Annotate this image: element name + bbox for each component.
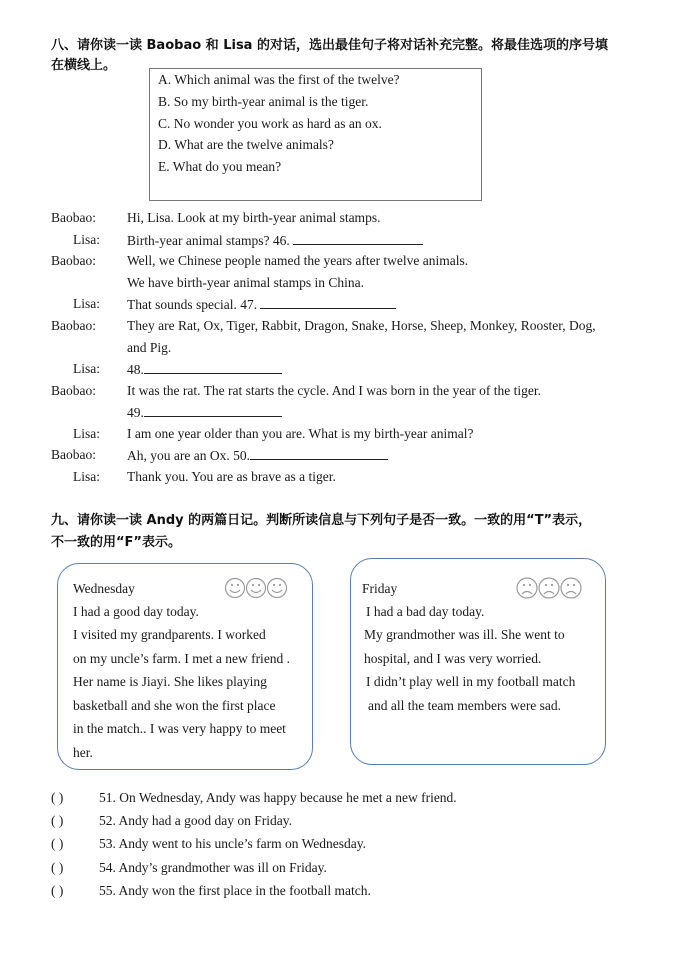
option-a: A. Which animal was the first of the twelve? bbox=[158, 72, 400, 87]
dialogue-line: Well, we Chinese people named the years after twelve animals. bbox=[127, 253, 469, 268]
dialogue-line: They are Rat, Ox, Tiger, Rabbit, Dragon, Snake, Horse, Sheep, Monkey, Rooster, Dog, bbox=[127, 318, 596, 333]
dialogue-line: 49. bbox=[127, 404, 282, 421]
question-text: 52. Andy had a good day on Friday. bbox=[99, 813, 292, 828]
diary-line: in the match.. I was very happy to meet bbox=[73, 721, 286, 736]
question-item bbox=[51, 836, 366, 852]
question-item bbox=[51, 790, 457, 806]
diary-line: I didn’t play well in my football match bbox=[366, 674, 576, 689]
speaker-label: Baobao: bbox=[51, 253, 96, 268]
diary-line: I had a bad day today. bbox=[366, 604, 485, 619]
speaker-label: Lisa: bbox=[73, 296, 100, 311]
answer-blank-50[interactable] bbox=[250, 447, 388, 460]
diary-line: and all the team members were sad. bbox=[368, 698, 562, 713]
speaker-label: Lisa: bbox=[73, 426, 100, 441]
speaker-label: Lisa: bbox=[73, 361, 100, 376]
speaker-label: Baobao: bbox=[51, 383, 96, 398]
section9-heading-line2: 不一致的用“F”表示。 bbox=[51, 535, 181, 550]
diary-line: My grandmother was ill. She went to bbox=[364, 627, 565, 642]
question-item bbox=[51, 813, 292, 829]
answer-blank-49[interactable] bbox=[144, 404, 282, 417]
speaker-label: Baobao: bbox=[51, 447, 96, 462]
dialogue-line: That sounds special. 47. bbox=[127, 296, 396, 313]
answer-parentheses[interactable]: ( ) bbox=[51, 883, 64, 898]
section8-heading-line1: 八、请你读一读 Baobao 和 Lisa 的对话，选出最佳句子将对话补充完整。将最佳选项的序号填 bbox=[51, 38, 608, 53]
diary-friday bbox=[350, 558, 606, 765]
diary-line: Her name is Jiayi. She likes playing bbox=[73, 674, 267, 689]
question-text: 54. Andy’s grandmother was ill on Friday. bbox=[99, 860, 327, 875]
diary-day-label: Wednesday bbox=[73, 581, 135, 596]
diary-day-label: Friday bbox=[362, 581, 398, 596]
option-b: B. So my birth-year animal is the tiger. bbox=[158, 94, 369, 109]
option-d: D. What are the twelve animals? bbox=[158, 137, 334, 152]
sad-face-icon bbox=[516, 575, 582, 601]
question-text: 53. Andy went to his uncle’s farm on Wednesday. bbox=[99, 836, 366, 851]
question-item bbox=[51, 883, 371, 899]
speaker-label: Lisa: bbox=[73, 232, 100, 247]
dialogue-line: and Pig. bbox=[127, 340, 172, 355]
answer-parentheses[interactable]: ( ) bbox=[51, 790, 64, 805]
option-c: C. No wonder you work as hard as an ox. bbox=[158, 116, 382, 131]
smiley-face-icon bbox=[224, 576, 288, 600]
speaker-label: Lisa: bbox=[73, 469, 100, 484]
options-box bbox=[149, 68, 482, 201]
dialogue-line: Birth-year animal stamps? 46. bbox=[127, 232, 423, 249]
diary-line: her. bbox=[73, 745, 93, 760]
section9-heading bbox=[51, 510, 641, 554]
dialogue-line: I am one year older than you are. What is my birth-year animal? bbox=[127, 426, 474, 441]
answer-blank-47[interactable] bbox=[260, 296, 396, 309]
answer-blank-46[interactable] bbox=[293, 232, 423, 245]
speaker-label: Baobao: bbox=[51, 318, 96, 333]
diary-line: on my uncle’s farm. I met a new friend . bbox=[73, 651, 291, 666]
section8-heading-line2: 在横线上。 bbox=[51, 58, 117, 73]
answer-parentheses[interactable]: ( ) bbox=[51, 860, 64, 875]
diary-line: I had a good day today. bbox=[73, 604, 199, 619]
diary-line: basketball and she won the first place bbox=[73, 698, 276, 713]
dialogue-line: It was the rat. The rat starts the cycle. And I was born in the year of the tiger. bbox=[127, 383, 541, 398]
diary-line: hospital, and I was very worried. bbox=[364, 651, 542, 666]
question-text: 51. On Wednesday, Andy was happy because he met a new friend. bbox=[99, 790, 457, 805]
question-text: 55. Andy won the first place in the football match. bbox=[99, 883, 371, 898]
section9-heading-line1: 九、请你读一读 Andy 的两篇日记。判断所读信息与下列句子是否一致。一致的用“T”表示， bbox=[51, 513, 592, 528]
answer-parentheses[interactable]: ( ) bbox=[51, 836, 64, 851]
option-e: E. What do you mean? bbox=[158, 159, 282, 174]
answer-parentheses[interactable]: ( ) bbox=[51, 813, 64, 828]
dialogue-line: Thank you. You are as brave as a tiger. bbox=[127, 469, 336, 484]
diary-wednesday bbox=[57, 563, 313, 770]
dialogue-line: Hi, Lisa. Look at my birth-year animal stamps. bbox=[127, 210, 381, 225]
dialogue-line: We have birth-year animal stamps in China. bbox=[127, 275, 364, 290]
question-item bbox=[51, 860, 327, 876]
answer-blank-48[interactable] bbox=[144, 361, 282, 374]
dialogue-line: Ah, you are an Ox. 50. bbox=[127, 447, 388, 464]
dialogue-line: 48. bbox=[127, 361, 282, 378]
speaker-label: Baobao: bbox=[51, 210, 96, 225]
diary-line: I visited my grandparents. I worked bbox=[73, 627, 266, 642]
